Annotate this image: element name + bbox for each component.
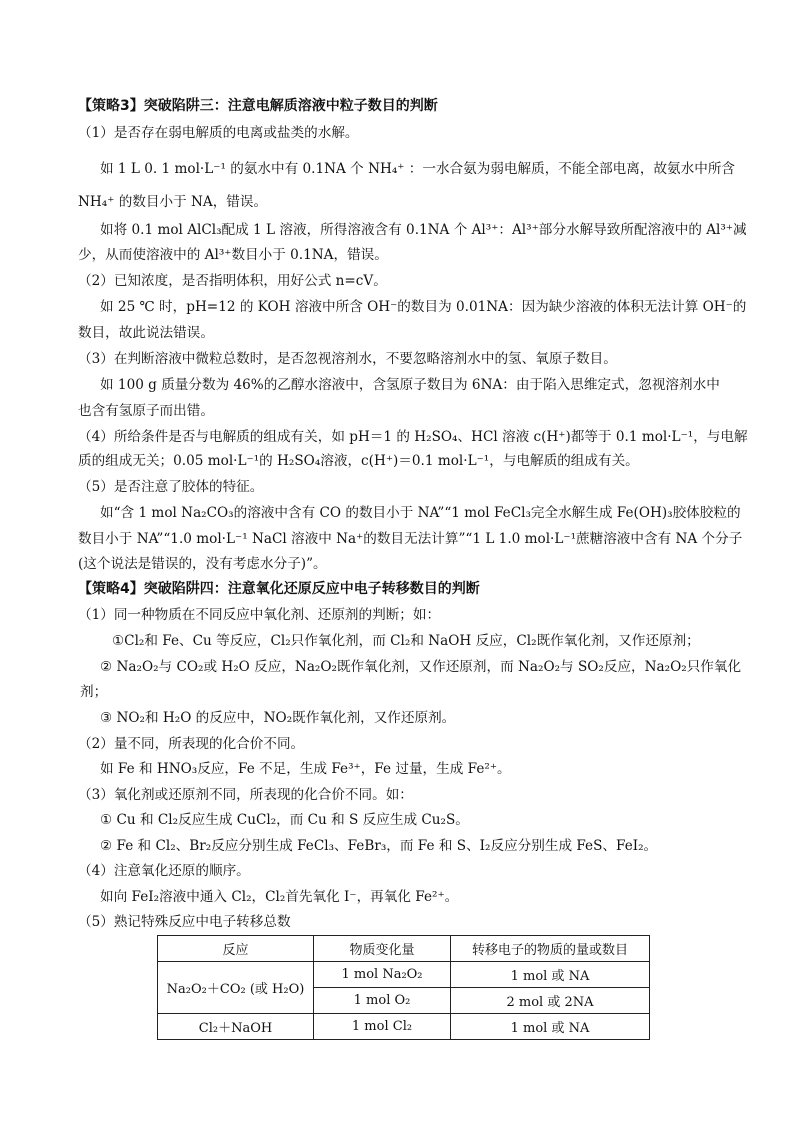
paragraph-line: 如 Fe 和 HNO₃反应，Fe 不足，生成 Fe³⁺，Fe 过量，生成 Fe²⁺。: [100, 761, 511, 777]
table-cell-reaction: Cl₂＋NaOH: [158, 1014, 314, 1040]
table-cell-electrons: 2 mol 或 2NA: [451, 988, 650, 1014]
table-cell-amount: 1 mol Na₂O₂: [314, 962, 451, 988]
paragraph-line: 如向 FeI₂溶液中通入 Cl₂，Cl₂首先氧化 I⁻，再氧化 Fe²⁺。: [100, 889, 459, 905]
paragraph-line: 剂；: [80, 684, 108, 700]
paragraph-line: 如“含 1 mol Na₂CO₃的溶液中含有 CO 的数目小于 NA”“1 mol FeCl₃完全水解生成 Fe(OH)₃胶体胶粒的: [100, 505, 741, 521]
paragraph-line: （2）量不同，所表现的化合价不同。: [78, 736, 305, 752]
table-cell-electrons: 1 mol 或 NA: [451, 962, 650, 988]
paragraph-line: 数目小于 NA”“1.0 mol·L⁻¹ NaCl 溶液中 Na⁺的数目无法计算”“1 L 1.0 mol·L⁻¹蔗糖溶液中含有 NA 个分子: [78, 531, 743, 547]
paragraph-line: ③ NO₂和 H₂O 的反应中，NO₂既作氧化剂，又作还原剂。: [100, 710, 456, 726]
table-header-cell: 反应: [158, 936, 314, 962]
table-row: [158, 962, 650, 988]
table-cell-amount: 1 mol O₂: [314, 988, 451, 1014]
paragraph-line: ② Fe 和 Cl₂、Br₂反应分别生成 FeCl₃、FeBr₃，而 Fe 和 S、I₂反应分别生成 FeS、FeI₂。: [100, 838, 658, 854]
table-cell-electrons: 1 mol 或 NA: [451, 1014, 650, 1040]
paragraph-line: 如将 0.1 mol AlCl₃配成 1 L 溶液，所得溶液含有 0.1NA 个 Al³⁺：Al³⁺部分水解导致所配溶液中的 Al³⁺减: [100, 222, 747, 238]
paragraph-line: （3）在判断溶液中微粒总数时，是否忽视溶剂水，不要忽略溶剂水中的氢、氧原子数目。: [78, 351, 617, 367]
table-header-cell: 物质变化量: [314, 936, 451, 962]
paragraph-line: （3）氧化剂或还原剂不同，所表现的化合价不同。如：: [78, 787, 413, 803]
electron-transfer-table: [157, 935, 650, 1040]
paragraph-line: （2）已知浓度，是否指明体积，用好公式 n=cV。: [78, 273, 387, 289]
paragraph-line: 如 25 ℃ 时，pH=12 的 KOH 溶液中所含 OH⁻的数目为 0.01NA：因为缺少溶液的体积无法计算 OH⁻的: [100, 299, 747, 315]
paragraph-line: 如 1 L 0. 1 mol·L⁻¹ 的氨水中有 0.1NA 个 NH₄⁺ ：一水合氨为弱电解质，不能全部电离，故氨水中所含: [100, 161, 736, 177]
paragraph-line: 质的组成无关；0.05 mol·L⁻¹的 H₂SO₄溶液，c(H⁺)＝0.1 mol·L⁻¹，与电解质的组成有关。: [78, 453, 639, 469]
paragraph-line: ①Cl₂和 Fe、Cu 等反应，Cl₂只作氧化剂，而 Cl₂和 NaOH 反应，Cl₂既作氧化剂，又作还原剂；: [112, 633, 700, 649]
paragraph-line: ① Cu 和 Cl₂反应生成 CuCl₂，而 Cu 和 S 反应生成 Cu₂S。: [100, 812, 469, 828]
section-heading-strategy-3: 【策略3】突破陷阱三：注意电解质溶液中粒子数目的判断: [78, 98, 438, 114]
paragraph-line: （5）熟记特殊反应中电子转移总数: [78, 914, 291, 930]
table-header-cell: 转移电子的物质的量或数目: [451, 936, 650, 962]
paragraph-line: ② Na₂O₂与 CO₂或 H₂O 反应，Na₂O₂既作氧化剂，又作还原剂，而 Na₂O₂与 SO₂反应，Na₂O₂只作氧化: [100, 659, 742, 675]
paragraph-line: 数目，故此说法错误。: [78, 325, 214, 341]
paragraph-line: （4）所给条件是否与电解质的组成有关，如 pH＝1 的 H₂SO₄、HCl 溶液 c(H⁺)都等于 0.1 mol·L⁻¹，与电解: [78, 429, 748, 445]
table-cell-amount: 1 mol Cl₂: [314, 1014, 451, 1040]
table-cell-reaction: Na₂O₂＋CO₂ (或 H₂O): [158, 962, 314, 1014]
table-row: [158, 1014, 650, 1040]
table-header-row: [158, 936, 650, 962]
paragraph-line: （1）同一种物质在不同反应中氧化剂、还原剂的判断；如：: [78, 607, 441, 623]
paragraph-line: 如 100 g 质量分数为 46%的乙醇水溶液中，含氢原子数目为 6NA：由于陷入思维定式，忽视溶剂水中: [100, 377, 720, 393]
paragraph-line: NH₄⁺ 的数目小于 NA，错误。: [78, 194, 268, 210]
paragraph-line: （4）注意氧化还原的顺序。: [78, 863, 250, 879]
paragraph-line: （1）是否存在弱电解质的电离或盐类的水解。: [78, 125, 359, 141]
paragraph-line: (这个说法是错误的，没有考虑水分子)”。: [78, 556, 327, 572]
section-heading-strategy-4: 【策略4】突破陷阱四：注意氧化还原反应中电子转移数目的判断: [78, 581, 480, 597]
paragraph-line: （5）是否注意了胶体的特征。: [78, 479, 264, 495]
paragraph-line: 也含有氢原子而出错。: [78, 403, 214, 419]
paragraph-line: 少，从而使溶液中的 Al³⁺数目小于 0.1NA，错误。: [78, 247, 388, 263]
